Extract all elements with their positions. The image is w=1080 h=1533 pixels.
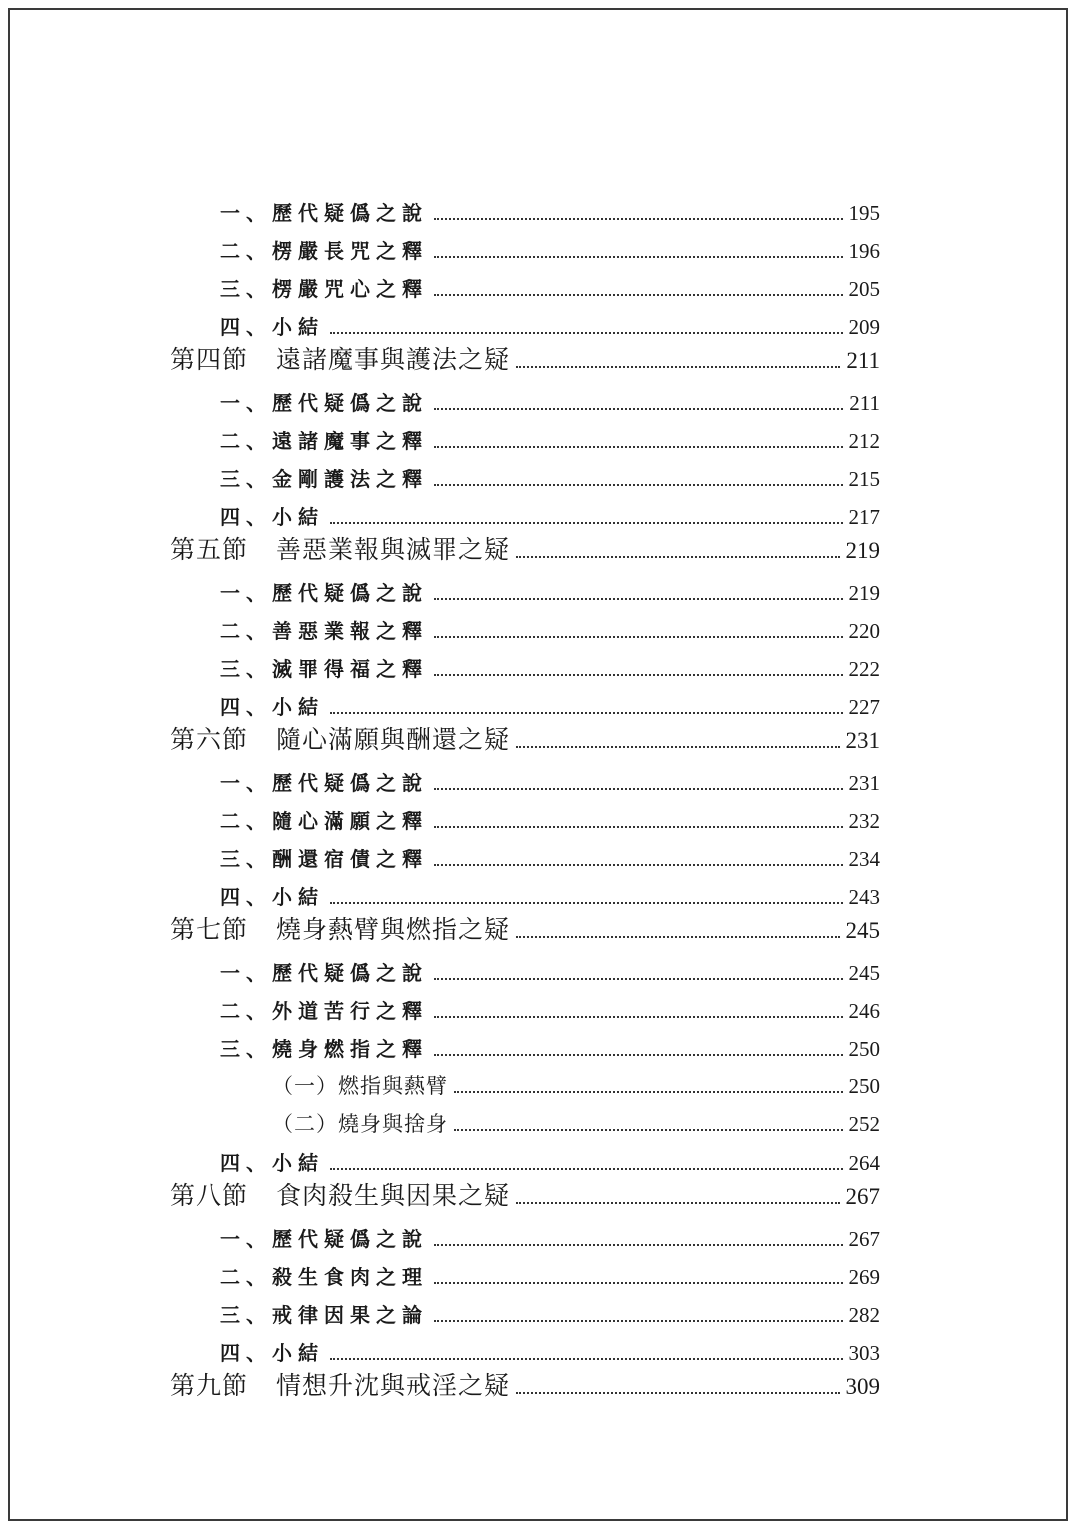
toc-row	[220, 615, 880, 644]
dot-leader	[434, 636, 843, 638]
entry-label: 二、殺生食肉之理	[220, 1265, 428, 1289]
toc-subsection-entry	[10, 1258, 1066, 1296]
page-number: 267	[848, 1227, 880, 1251]
entry-label: 四、小結	[220, 885, 324, 909]
dot-leader	[330, 1358, 843, 1360]
toc-row	[220, 653, 880, 682]
dot-leader	[454, 1091, 843, 1093]
toc-row	[220, 273, 880, 302]
toc-subsection-entry	[10, 1296, 1066, 1334]
page-number: 269	[848, 1265, 880, 1289]
toc-row	[220, 1147, 880, 1176]
toc-row	[220, 311, 880, 340]
toc-subsection-entry	[10, 1030, 1066, 1068]
toc-section-entry	[10, 724, 1066, 762]
toc-row	[220, 767, 880, 796]
dot-leader	[330, 1168, 843, 1170]
entry-label: 三、燒身燃指之釋	[220, 1037, 428, 1061]
toc-row	[220, 425, 880, 454]
page-number: 196	[848, 239, 880, 263]
section-number: 第九節	[170, 1371, 249, 1400]
section-number: 第八節	[170, 1181, 249, 1210]
page-number: 215	[848, 467, 880, 491]
dot-leader	[434, 598, 843, 600]
section-title: 遠諸魔事與護法之疑	[276, 345, 511, 374]
page-number: 309	[845, 1374, 880, 1399]
dot-leader	[434, 1244, 843, 1246]
toc-row	[170, 910, 880, 946]
toc-subsection-entry	[10, 992, 1066, 1030]
toc-row	[220, 387, 880, 416]
toc-section-entry	[10, 1180, 1066, 1218]
section-number: 第四節	[170, 345, 249, 374]
page-number: 231	[845, 728, 880, 753]
page-number: 267	[845, 1184, 880, 1209]
page-number: 219	[848, 581, 880, 605]
entry-label: 四、小結	[220, 695, 324, 719]
toc-subsubsection-entry	[10, 1106, 1066, 1144]
toc-row	[220, 881, 880, 910]
entry-label: 二、善惡業報之釋	[220, 619, 428, 643]
page-number: 212	[848, 429, 880, 453]
section-title: 情想升沈與戒淫之疑	[276, 1371, 511, 1400]
toc-row	[220, 1033, 880, 1062]
toc-section-entry	[10, 1370, 1066, 1408]
entry-label: 一、歷代疑僞之說	[220, 1227, 428, 1251]
dot-leader	[434, 446, 843, 448]
toc-section-entry	[10, 914, 1066, 952]
page-number: 209	[848, 315, 880, 339]
toc-row	[220, 691, 880, 720]
toc-subsection-entry	[10, 422, 1066, 460]
toc-row	[220, 995, 880, 1024]
dot-leader	[330, 712, 843, 714]
toc-subsection-entry	[10, 232, 1066, 270]
toc-row	[220, 197, 880, 226]
toc-row	[170, 720, 880, 756]
toc-section-entry	[10, 344, 1066, 382]
page-number: 245	[848, 961, 880, 985]
dot-leader	[516, 1392, 839, 1394]
page-number: 195	[848, 201, 880, 225]
section-title: 燒身爇臂與燃指之疑	[276, 915, 511, 944]
section-title: 隨心滿願與酬還之疑	[276, 725, 511, 754]
page-number: 303	[848, 1341, 880, 1365]
dot-leader	[434, 294, 843, 296]
section-number: 第七節	[170, 915, 249, 944]
entry-label: 三、滅罪得福之釋	[220, 657, 428, 681]
page-number: 264	[848, 1151, 880, 1175]
page-number: 211	[846, 348, 880, 373]
toc-subsection-entry	[10, 194, 1066, 232]
entry-label: 一、歷代疑僞之說	[220, 391, 428, 415]
toc-row	[170, 530, 880, 566]
dot-leader	[434, 1054, 843, 1056]
dot-leader	[516, 746, 839, 748]
toc-subsection-entry	[10, 840, 1066, 878]
toc-subsection-entry	[10, 612, 1066, 650]
toc-row	[220, 1337, 880, 1366]
toc-subsection-entry	[10, 574, 1066, 612]
page-number: 252	[848, 1112, 880, 1136]
entry-label: 三、戒律因果之論	[220, 1303, 428, 1327]
toc-subsection-entry	[10, 954, 1066, 992]
page-number: 246	[848, 999, 880, 1023]
page-number: 220	[848, 619, 880, 643]
entry-label: 二、楞嚴長咒之釋	[220, 239, 428, 263]
page-number: 227	[848, 695, 880, 719]
section-number: 第五節	[170, 535, 249, 564]
dot-leader	[434, 1320, 843, 1322]
page-number: 222	[848, 657, 880, 681]
toc-row	[220, 805, 880, 834]
dot-leader	[434, 864, 843, 866]
dot-leader	[330, 332, 843, 334]
entry-label: 一、歷代疑僞之說	[220, 581, 428, 605]
dot-leader	[434, 1282, 843, 1284]
toc-row	[170, 1176, 880, 1212]
page-number: 282	[848, 1303, 880, 1327]
dot-leader	[434, 1016, 843, 1018]
toc-row	[170, 1366, 880, 1402]
toc-row	[272, 1108, 880, 1138]
entry-label: 一、歷代疑僞之說	[220, 771, 428, 795]
toc-row	[220, 1223, 880, 1252]
entry-label: （二）燒身與捨身	[272, 1112, 448, 1136]
dot-leader	[434, 978, 843, 980]
toc-row	[220, 577, 880, 606]
dot-leader	[516, 1202, 839, 1204]
entry-label: 一、歷代疑僞之說	[220, 201, 428, 225]
page-number: 250	[848, 1074, 880, 1098]
toc-subsubsection-entry	[10, 1068, 1066, 1106]
section-title: 善惡業報與滅罪之疑	[276, 535, 511, 564]
entry-label: 三、金剛護法之釋	[220, 467, 428, 491]
toc-row	[220, 463, 880, 492]
document-page	[8, 8, 1068, 1521]
dot-leader	[434, 256, 843, 258]
dot-leader	[330, 522, 843, 524]
toc-subsection-entry	[10, 764, 1066, 802]
dot-leader	[516, 556, 839, 558]
page-number: 205	[848, 277, 880, 301]
entry-label: 四、小結	[220, 315, 324, 339]
page-number: 243	[848, 885, 880, 909]
toc-section-entry	[10, 534, 1066, 572]
dot-leader	[434, 218, 843, 220]
toc-row	[272, 1070, 880, 1100]
dot-leader	[434, 408, 843, 410]
toc-row	[220, 235, 880, 264]
toc-subsection-entry	[10, 384, 1066, 422]
page-number: 219	[845, 538, 880, 563]
toc-row	[220, 957, 880, 986]
entry-label: 二、遠諸魔事之釋	[220, 429, 428, 453]
page-number: 245	[845, 918, 880, 943]
dot-leader	[434, 674, 843, 676]
page-number: 234	[848, 847, 880, 871]
section-title: 食肉殺生與因果之疑	[276, 1181, 511, 1210]
entry-label: 一、歷代疑僞之說	[220, 961, 428, 985]
dot-leader	[516, 936, 839, 938]
entry-label: 四、小結	[220, 1341, 324, 1365]
page-number: 217	[848, 505, 880, 529]
dot-leader	[434, 826, 843, 828]
toc-row	[170, 340, 880, 376]
dot-leader	[434, 788, 843, 790]
entry-label: （一）燃指與爇臂	[272, 1074, 448, 1098]
page-number: 250	[848, 1037, 880, 1061]
dot-leader	[454, 1129, 843, 1131]
toc-subsection-entry	[10, 460, 1066, 498]
page-number: 211	[849, 391, 880, 415]
entry-label: 二、外道苦行之釋	[220, 999, 428, 1023]
table-of-contents	[10, 10, 1066, 1519]
dot-leader	[434, 484, 843, 486]
toc-row	[220, 501, 880, 530]
page-number: 231	[848, 771, 880, 795]
entry-label: 二、隨心滿願之釋	[220, 809, 428, 833]
toc-subsection-entry	[10, 650, 1066, 688]
entry-label: 三、楞嚴咒心之釋	[220, 277, 428, 301]
toc-row	[220, 1261, 880, 1290]
toc-subsection-entry	[10, 802, 1066, 840]
toc-row	[220, 843, 880, 872]
entry-label: 三、酬還宿債之釋	[220, 847, 428, 871]
toc-subsection-entry	[10, 270, 1066, 308]
page-number: 232	[848, 809, 880, 833]
entry-label: 四、小結	[220, 1151, 324, 1175]
entry-label: 四、小結	[220, 505, 324, 529]
section-number: 第六節	[170, 725, 249, 754]
dot-leader	[516, 366, 840, 368]
dot-leader	[330, 902, 843, 904]
toc-subsection-entry	[10, 1220, 1066, 1258]
toc-row	[220, 1299, 880, 1328]
